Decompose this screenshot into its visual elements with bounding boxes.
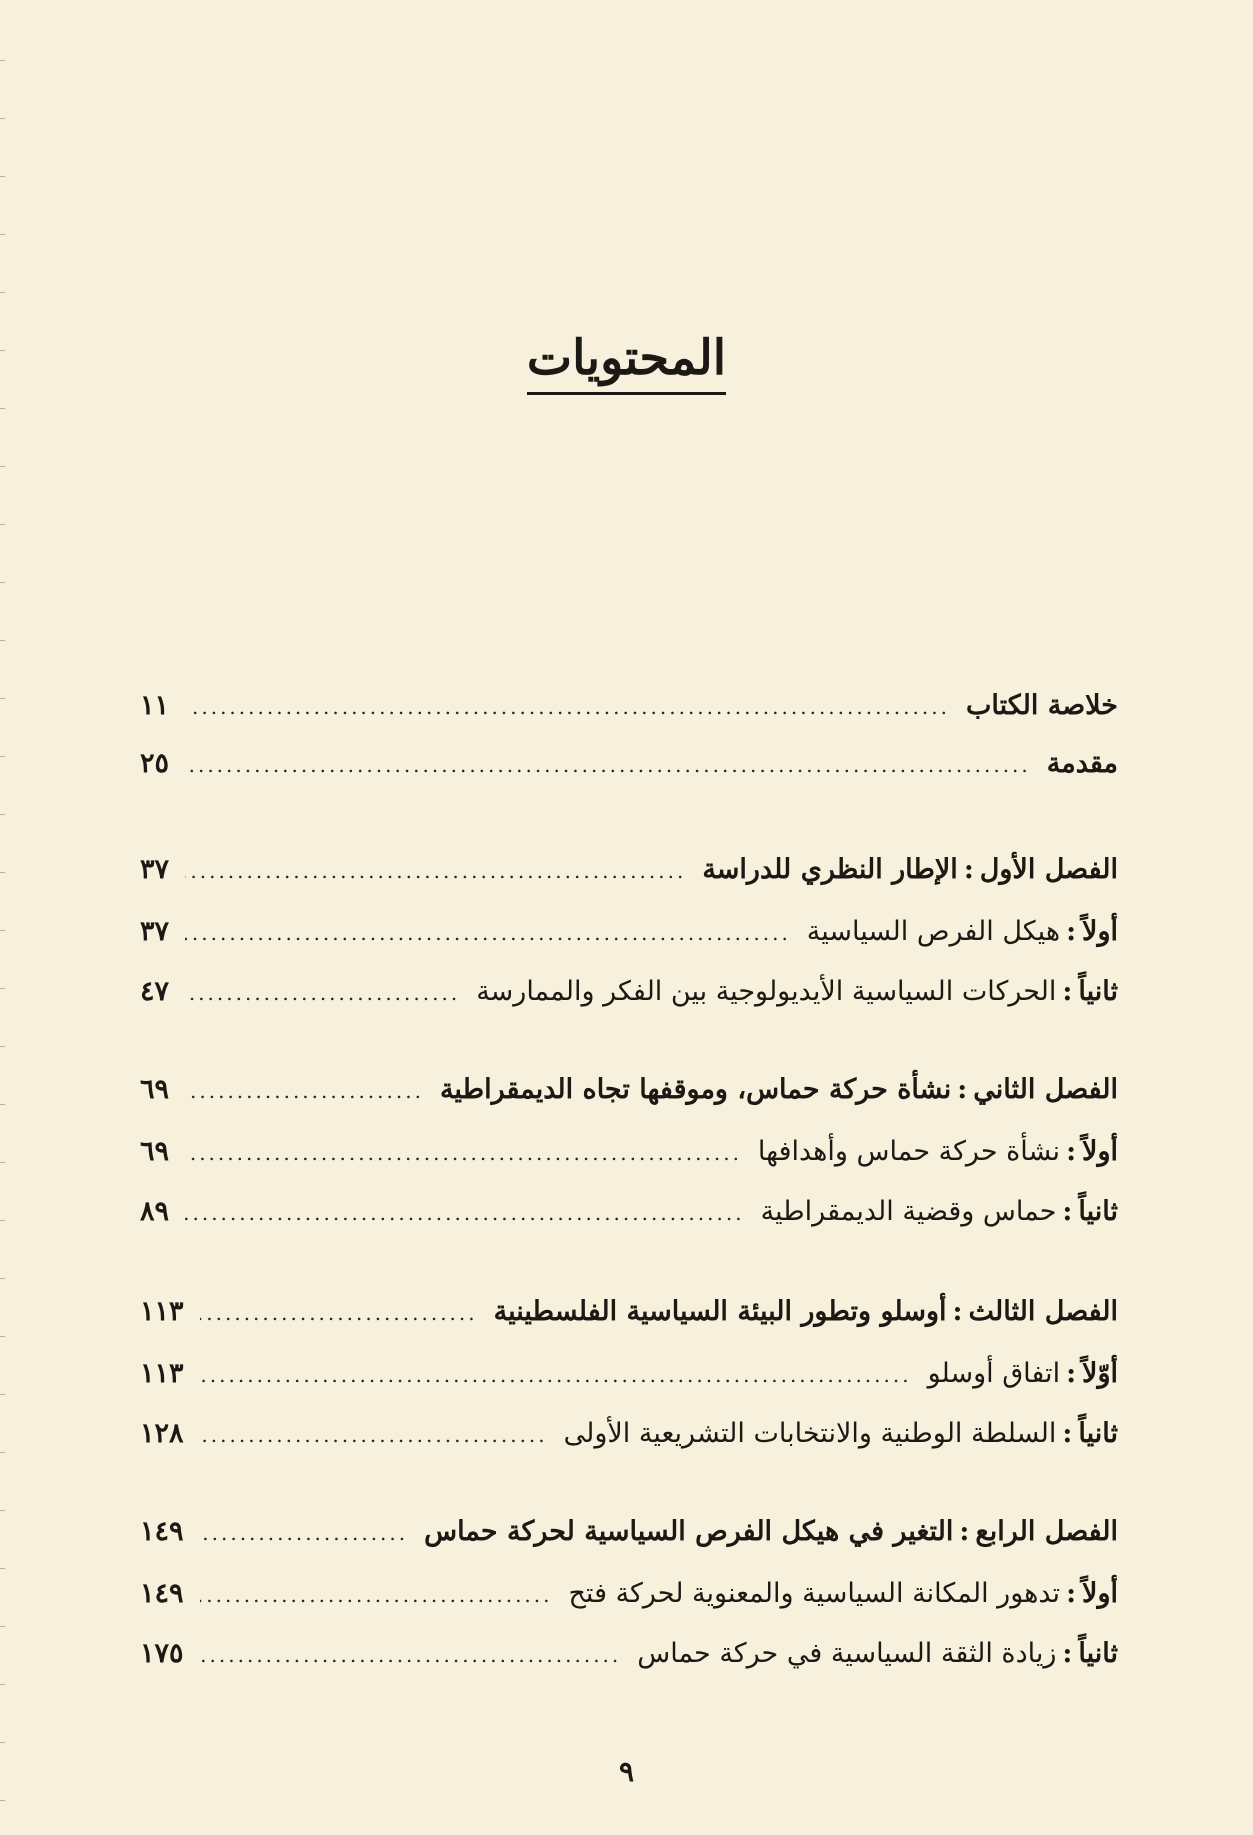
entry-label: أولاً [1082,1136,1118,1167]
dot-leader [185,1079,424,1103]
toc-section-entry [140,916,1118,962]
edge-tick [0,118,5,119]
dot-leader [187,695,950,719]
entry-label: الفصل الثاني [973,1074,1118,1105]
edge-tick [0,234,5,235]
entry-label: أولاً [1082,1578,1118,1609]
entry-page: ٣٧ [140,916,170,947]
entry-title: أوسلو وتطور البيئة السياسية الفلسطينية [493,1296,947,1327]
entry-title: التغير في هيكل الفرص السياسية لحركة حماس [424,1516,954,1547]
entry-separator: : [1062,1638,1073,1669]
entry-title: زيادة الثقة السياسية في حركة حماس [637,1638,1057,1669]
entry-separator: : [1062,976,1073,1007]
page-edge-marks [0,0,8,1835]
edge-tick [0,408,5,409]
entry-label: ثانياً [1078,976,1118,1007]
entry-title: حماس وقضية الديمقراطية [760,1196,1057,1227]
entry-title: الإطار النظري للدراسة [702,854,958,885]
page-title: المحتويات [527,330,726,395]
entry-page: ٢٥ [140,748,170,779]
toc-section-entry [140,976,1118,1022]
entry-separator: : [957,1074,968,1105]
toc-section-entry [140,1136,1118,1182]
dot-leader [200,1521,409,1545]
edge-tick [0,1626,5,1627]
dot-leader [185,859,686,883]
edge-tick [0,524,5,525]
edge-tick [0,466,5,467]
entry-label: ثانياً [1078,1638,1118,1669]
entry-page: ١١٣ [140,1358,184,1389]
edge-tick [0,1336,5,1337]
entry-separator: : [1062,1196,1073,1227]
entry-page: ٦٩ [140,1136,170,1167]
toc-section-entry [140,1358,1118,1404]
entry-title: تدهور المكانة السياسية والمعنوية لحركة فتح [568,1578,1061,1609]
entry-page: ١٤٩ [140,1578,184,1609]
edge-tick [0,872,5,873]
toc-section-entry [140,1196,1118,1242]
dot-leader [200,1423,548,1447]
entry-label: الفصل الأول [979,854,1118,885]
toc-entry [140,690,1118,736]
entry-separator: : [1066,1578,1077,1609]
entry-label: أولاً [1082,916,1118,947]
entry-separator: : [952,1296,963,1327]
dot-leader [200,1363,912,1387]
entry-title: اتفاق أوسلو [927,1358,1061,1389]
toc-chapter-entry [140,1296,1118,1342]
edge-tick [0,1742,5,1743]
edge-tick [0,756,5,757]
entry-label: مقدمة [1046,748,1118,779]
edge-tick [0,698,5,699]
entry-page: ٣٧ [140,854,170,885]
entry-title: الحركات السياسية الأيديولوجية بين الفكر والممارسة [476,976,1057,1007]
edge-tick [0,176,5,177]
entry-title: نشأة حركة حماس، وموقفها تجاه الديمقراطية [439,1074,952,1105]
edge-tick [0,640,5,641]
entry-label: ثانياً [1078,1418,1118,1449]
entry-label: الفصل الرابع [975,1516,1118,1547]
entry-separator: : [1066,916,1077,947]
toc-chapter-entry [140,854,1118,900]
dot-leader [190,753,1031,777]
entry-page: ١١٣ [140,1296,184,1327]
dot-leader [185,921,791,945]
edge-tick [0,1394,5,1395]
edge-tick [0,1104,5,1105]
dot-leader [200,1643,622,1667]
toc-chapter-entry [140,1516,1118,1562]
entry-separator: : [959,1516,970,1547]
entry-page: ٨٩ [140,1196,170,1227]
toc-section-entry [140,1578,1118,1624]
entry-page: ١١ [140,690,170,721]
edge-tick [0,1800,5,1801]
entry-label: أوّلاً [1082,1358,1118,1389]
entry-separator: : [1062,1418,1073,1449]
entry-label: ثانياً [1078,1196,1118,1227]
dot-leader [185,1141,742,1165]
edge-tick [0,1162,5,1163]
entry-separator: : [1066,1358,1077,1389]
entry-title: نشأة حركة حماس وأهدافها [757,1136,1061,1167]
edge-tick [0,1278,5,1279]
dot-leader [185,981,460,1005]
entry-separator: : [1066,1136,1077,1167]
entry-page: ٤٧ [140,976,170,1007]
dot-leader [185,1201,745,1225]
dot-leader [200,1301,478,1325]
entry-page: ١٤٩ [140,1516,184,1547]
toc-chapter-entry [140,1074,1118,1120]
toc-section-entry [140,1418,1118,1464]
edge-tick [0,1568,5,1569]
dot-leader [200,1583,553,1607]
toc-entry [140,748,1118,794]
entry-title: السلطة الوطنية والانتخابات التشريعية الأولى [563,1418,1057,1449]
entry-label: الفصل الثالث [968,1296,1118,1327]
title-block [0,330,1253,395]
edge-tick [0,1684,5,1685]
entry-page: ١٢٨ [140,1418,184,1449]
edge-tick [0,1046,5,1047]
entry-separator: : [963,854,974,885]
edge-tick [0,1452,5,1453]
entry-page: ١٧٥ [140,1638,184,1669]
edge-tick [0,814,5,815]
page-number: ٩ [618,1755,635,1788]
edge-tick [0,60,5,61]
entry-title: هيكل الفرص السياسية [806,916,1061,947]
edge-tick [0,582,5,583]
edge-tick [0,988,5,989]
edge-tick [0,1220,5,1221]
toc-section-entry [140,1638,1118,1684]
entry-page: ٦٩ [140,1074,170,1105]
entry-label: خلاصة الكتاب [965,690,1118,721]
edge-tick [0,1510,5,1511]
edge-tick [0,930,5,931]
edge-tick [0,292,5,293]
